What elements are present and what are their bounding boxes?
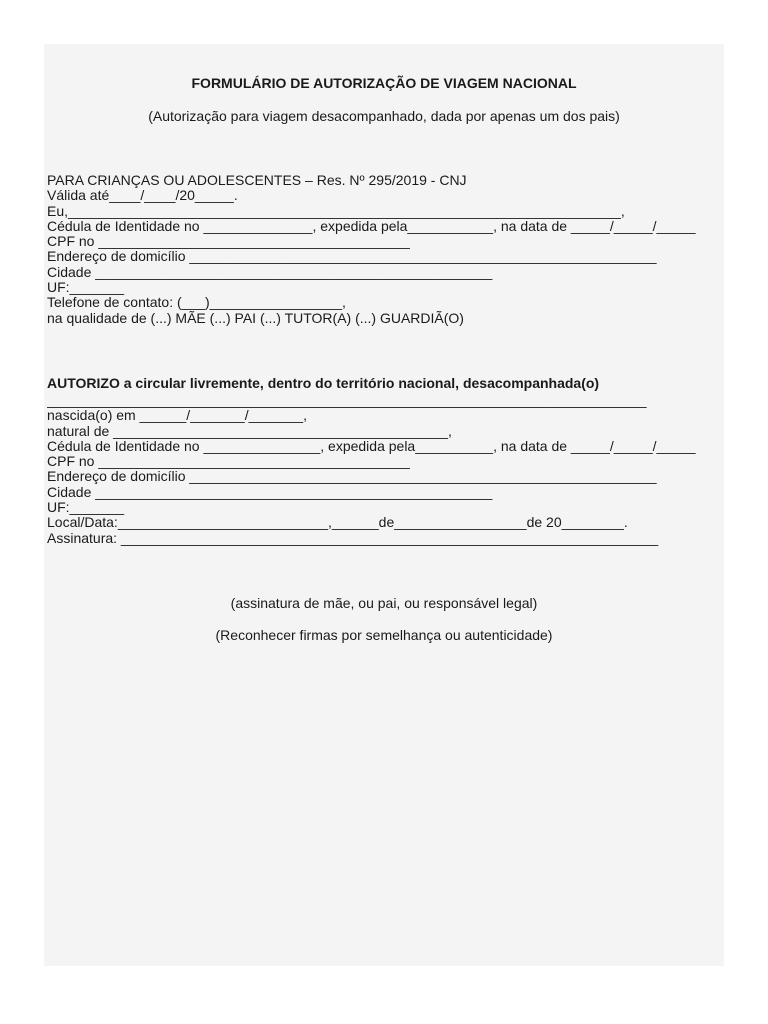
guardian-city-line: Cidade ___________________________________________________ bbox=[47, 264, 493, 280]
authorization-heading: AUTORIZO a circular livremente, dentro do território nacional, desacompanhada(o) bbox=[47, 375, 600, 391]
notary-note: (Reconhecer firmas por semelhança ou autenticidade) bbox=[215, 627, 553, 643]
signature-line: Assinatura: _____________________________________________________________________ bbox=[47, 530, 659, 546]
signature-note: (assinatura de mãe, ou pai, ou responsável legal) bbox=[230, 595, 538, 611]
minor-id-line: Cédula de Identidade no _______________, expedida pela__________, na data de _____/_____/_____ bbox=[47, 438, 696, 454]
minor-cpf-line: CPF no ________________________________________ bbox=[47, 454, 410, 470]
document-title: FORMULÁRIO DE AUTORIZAÇÃO DE VIAGEM NACIONAL bbox=[191, 75, 577, 91]
guardian-cpf-line: CPF no ________________________________________ bbox=[47, 234, 410, 250]
document-subtitle: (Autorização para viagem desacompanhado, dada por apenas um dos pais) bbox=[148, 108, 620, 124]
validity-line: Válida até____/____/20_____. bbox=[47, 188, 238, 204]
guardian-info-section bbox=[47, 173, 723, 326]
minor-name-line: _____________________________________________________________________________ bbox=[47, 393, 647, 408]
guardian-id-line: Cédula de Identidade no ______________, expedida pela___________, na data de _____/_____/_____ bbox=[47, 218, 696, 234]
guardian-phone-line: Telefone de contato: (___)_________________, bbox=[47, 295, 346, 311]
minor-info-section bbox=[47, 393, 723, 546]
minor-birth-line: nascida(o) em ______/_______/_______, bbox=[47, 408, 307, 424]
minor-state-line: UF:_______ bbox=[47, 500, 125, 516]
guardian-role-line: na qualidade de (...) MÃE (...) PAI (...) TUTOR(A) (...) GUARDIÃ(O) bbox=[47, 310, 464, 326]
document-page bbox=[44, 44, 724, 966]
minor-address-line: Endereço de domicílio ____________________________________________________________ bbox=[47, 469, 657, 485]
minor-city-line: Cidade ___________________________________________________ bbox=[47, 484, 493, 500]
resolution-line: PARA CRIANÇAS OU ADOLESCENTES – Res. Nº 295/2019 - CNJ bbox=[47, 173, 467, 188]
guardian-address-line: Endereço de domicílio ____________________________________________________________ bbox=[47, 249, 657, 265]
place-date-line: Local/Data:___________________________,______de_________________de 20________. bbox=[47, 515, 628, 531]
guardian-state-line: UF:_______ bbox=[47, 280, 125, 296]
guardian-name-line: Eu,_______________________________________________________________________, bbox=[47, 203, 625, 219]
minor-origin-line: natural de ___________________________________________, bbox=[47, 423, 452, 439]
